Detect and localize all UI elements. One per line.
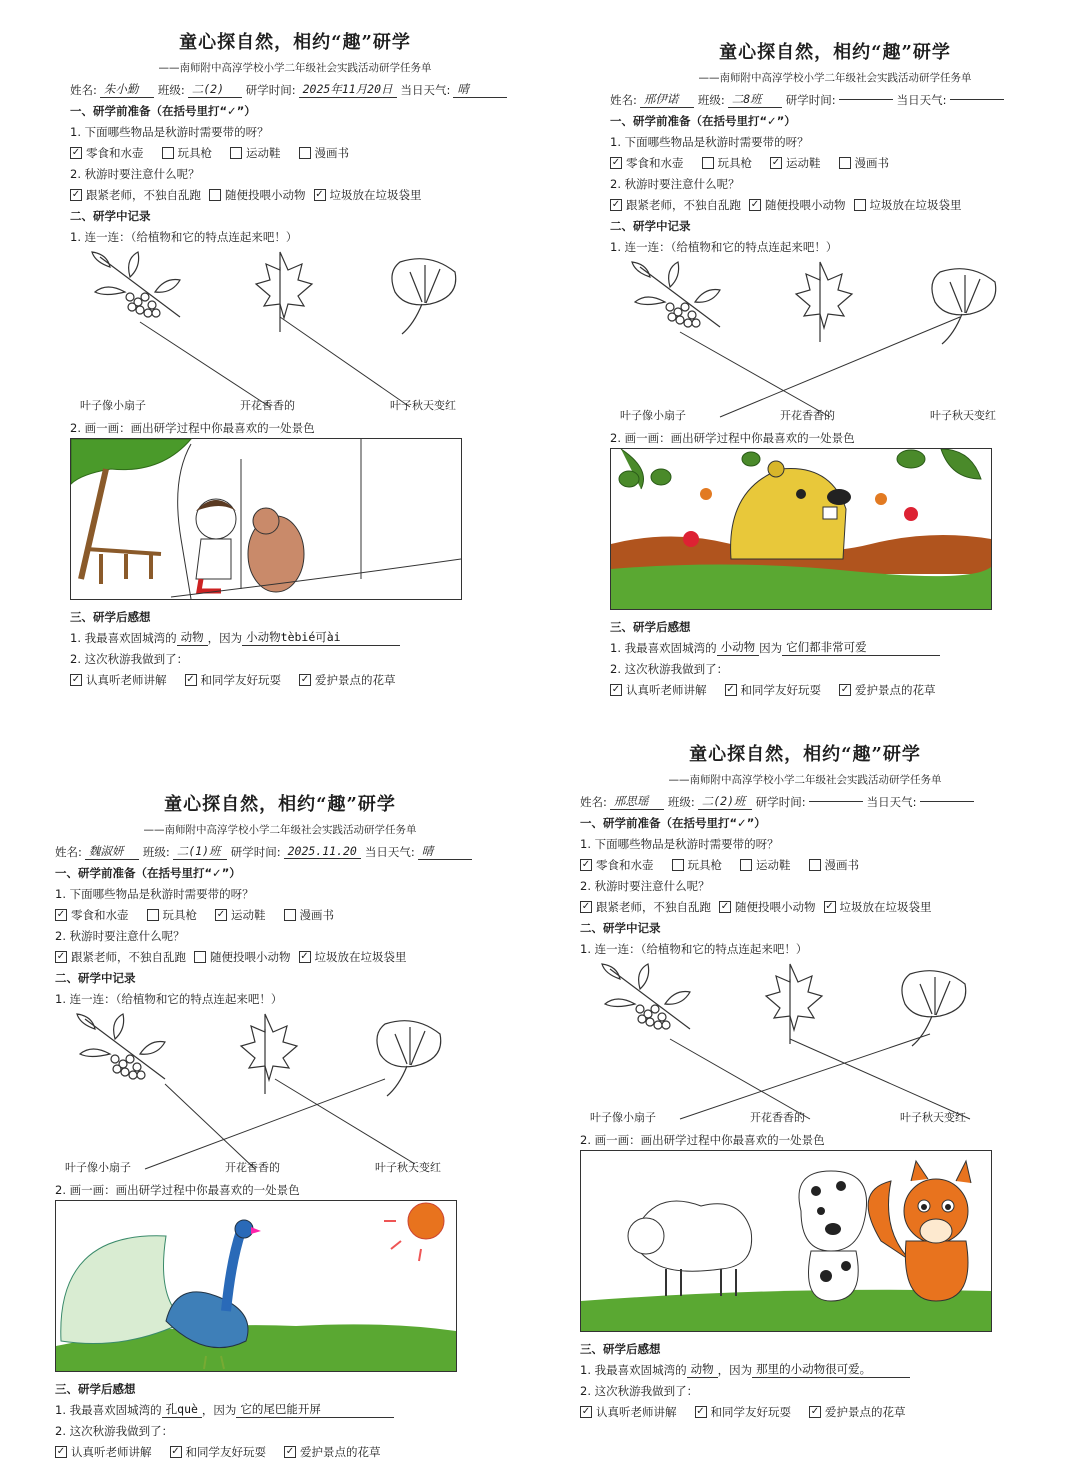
weather-field[interactable] [920,801,974,802]
checkbox-option[interactable] [719,899,816,915]
checkbox-icon[interactable]: ✓ [56,950,66,962]
squirrel-drawing [868,1161,971,1301]
time-label: 研学时间: [245,82,296,97]
checkbox-icon[interactable]: ✓ [771,156,781,168]
fav-answer[interactable]: 小动物 [717,639,760,656]
checkbox-icon[interactable]: ✓ [56,1445,66,1457]
section-reflection: 三、研学后感想 [55,1381,136,1396]
question-link: 1. 连一连：（给植物和它的特点连起来吧！） [55,991,283,1006]
fav-prefix: 1. 我最喜欢固城湾的 [70,630,177,645]
favorite-scene-drawing [610,448,992,610]
weather-label: 当日天气: [866,794,917,809]
weather-field[interactable] [950,99,1004,100]
checkbox-option[interactable] [194,949,291,965]
notes-options [55,946,505,967]
checkbox-icon[interactable]: ✓ [71,673,81,685]
checkbox-option[interactable] [170,1444,267,1460]
checkbox-option[interactable] [284,907,335,923]
checkbox-option[interactable] [702,155,753,171]
checkbox-option[interactable] [70,145,144,161]
worksheet-title: 童心探自然，相约“趣”研学 [719,42,951,63]
sheep-drawing [628,1201,752,1296]
checkbox-label: 爱护景点的花草 [300,1444,381,1459]
plant-matching [70,247,520,417]
done-options [70,669,520,690]
fav-answer[interactable]: 孔què [162,1401,202,1418]
fav-prefix: 1. 我最喜欢固城湾的 [55,1402,162,1417]
section-reflection: 三、研学后感想 [70,609,151,624]
class-label: 班级: [697,92,725,107]
because-text: 因为 [759,640,783,655]
question-draw: 2. 画一画：画出研学过程中你最喜欢的一处景色 [55,1182,300,1197]
question-link: 1. 连一连：（给植物和它的特点连起来吧！） [580,941,808,956]
checkbox-option[interactable] [230,145,281,161]
checkbox-label: 认真听老师讲解 [626,682,707,697]
name-label: 姓名: [70,82,97,97]
name-field[interactable]: 魏淑妍 [85,843,139,860]
question-draw: 2. 画一画：画出研学过程中你最喜欢的一处景色 [580,1132,825,1147]
section-record: 二、研学中记录 [610,218,691,233]
child-drawing [196,499,236,591]
notes-options [610,194,1060,215]
time-label: 研学时间: [755,794,806,809]
checkbox-label: 跟紧老师，不独自乱跑 [86,187,201,202]
checkbox-label: 爱护景点的花草 [315,672,396,687]
items-options [610,152,1060,173]
checkbox-icon[interactable]: ✓ [71,146,81,158]
worksheet-title: 童心探自然，相约“趣”研学 [689,744,921,765]
checkbox-label: 认真听老师讲解 [71,1444,152,1459]
feature-label: 开花香香的 [225,1161,280,1174]
section-record: 二、研学中记录 [55,970,136,985]
worksheet-title: 童心探自然，相约“趣”研学 [164,794,396,815]
fav-prefix: 1. 我最喜欢固城湾的 [580,1362,687,1377]
name-label: 姓名: [55,844,82,859]
checkbox-option[interactable] [740,857,791,873]
feature-label: 叶子像小扇子 [620,409,686,422]
checkbox-label: 跟紧老师，不独自乱跑 [626,197,741,212]
dog-drawing [799,1171,867,1301]
worksheet-subtitle: ——南师附中高淳学校小学二年级社会实践活动研学任务单 [158,62,432,74]
checkbox-icon[interactable] [194,951,206,963]
checkbox-label: 爱护景点的花草 [855,682,936,697]
worksheet [610,38,1060,718]
checkbox-option[interactable] [839,682,936,698]
checkbox-icon[interactable]: ✓ [810,1405,820,1417]
class-field[interactable]: 二8班 [728,91,782,108]
checkbox-label: 漫画书 [854,155,889,170]
checkbox-icon[interactable]: ✓ [840,683,850,695]
checkbox-option[interactable] [725,682,822,698]
because-text: ，因为 [201,1402,237,1417]
checkbox-label: 玩具枪 [162,907,197,922]
worksheet-subtitle: ——南师附中高淳学校小学二年级社会实践活动研学任务单 [143,824,417,836]
checkbox-label: 爱护景点的花草 [825,1404,906,1419]
checkbox-option[interactable] [299,672,396,688]
checkbox-option[interactable] [610,682,707,698]
checkbox-label: 随便投喂小动物 [765,197,846,212]
name-field[interactable]: 邢思瑶 [610,793,664,810]
checkbox-label: 零食和水壶 [596,857,654,872]
checkbox-label: 玩具枪 [687,857,722,872]
section-reflection: 三、研学后感想 [610,619,691,634]
reason-answer[interactable]: 它的尾巴能开屏 [236,1401,394,1418]
weather-label: 当日天气: [364,844,415,859]
checkbox-option[interactable] [314,187,422,203]
section-record: 二、研学中记录 [580,920,661,935]
time-label: 研学时间: [230,844,281,859]
question-notes: 2. 秋游时要注意什么呢？ [55,928,185,943]
tree-drawing [71,439,191,584]
checkbox-label: 零食和水壶 [626,155,684,170]
checkbox-icon[interactable]: ✓ [216,908,226,920]
section-prep: 一、研学前准备（在括号里打“✓”） [580,815,766,830]
weather-field[interactable]: 晴 [453,81,507,98]
checkbox-icon[interactable]: ✓ [285,1445,295,1457]
checkbox-label: 随便投喂小动物 [225,187,306,202]
section-prep: 一、研学前准备（在括号里打“✓”） [610,113,796,128]
done-options [55,1441,505,1462]
checkbox-icon[interactable]: ✓ [581,900,591,912]
name-field[interactable]: 朱小勤 [100,81,154,98]
feature-label: 开花香香的 [750,1111,805,1124]
reason-answer[interactable]: 那里的小动物很可爱。 [752,1361,910,1378]
checkbox-icon[interactable] [809,859,821,871]
checkbox-label: 运动鞋 [756,857,791,872]
question-notes: 2. 秋游时要注意什么呢？ [610,176,740,191]
checkbox-option[interactable] [55,1444,152,1460]
items-options [70,142,520,163]
class-field[interactable]: 二(1)班 [173,843,227,860]
class-label: 班级: [667,794,695,809]
checkbox-option[interactable] [580,857,654,873]
items-options [55,904,505,925]
checkbox-label: 随便投喂小动物 [735,899,816,914]
section-prep: 一、研学前准备（在括号里打“✓”） [70,103,256,118]
checkbox-icon[interactable]: ✓ [720,900,730,912]
checkbox-option[interactable] [854,197,962,213]
checkbox-label: 运动鞋 [786,155,821,170]
checkbox-label: 运动鞋 [231,907,266,922]
checkbox-option[interactable] [610,155,684,171]
match-lines [670,1034,970,1119]
checkbox-option[interactable] [70,187,201,203]
checkbox-label: 漫画书 [299,907,334,922]
done-options [610,679,1060,700]
checkbox-icon[interactable] [702,157,714,169]
checkbox-option[interactable] [299,145,350,161]
fav-answer[interactable]: 动物 [177,629,208,646]
worksheet-subtitle: ——南师附中高淳学校小学二年级社会实践活动研学任务单 [698,72,972,84]
checkbox-icon[interactable] [672,859,684,871]
time-label: 研学时间: [785,92,836,107]
question-link: 1. 连一连：（给植物和它的特点连起来吧！） [70,229,298,244]
checkbox-option[interactable] [209,187,306,203]
checkbox-icon[interactable]: ✓ [581,1405,591,1417]
checkbox-icon[interactable]: ✓ [186,673,195,685]
checkbox-icon[interactable]: ✓ [726,683,735,695]
name-label: 姓名: [610,92,637,107]
worksheet [55,790,505,1470]
checkbox-option[interactable] [839,155,890,171]
time-field[interactable] [839,99,893,100]
checkbox-option[interactable] [809,1404,906,1420]
checkbox-option[interactable] [770,155,821,171]
plant-matching [610,257,1060,427]
weather-field[interactable]: 晴 [418,843,472,860]
checkbox-icon[interactable]: ✓ [171,1445,180,1457]
checkbox-option[interactable] [695,1404,792,1420]
fav-answer[interactable]: 动物 [687,1361,718,1378]
plant-matching [55,1009,505,1179]
fav-prefix: 1. 我最喜欢固城湾的 [610,640,717,655]
weather-label: 当日天气: [896,92,947,107]
question-items: 1. 下面哪些物品是秋游时需要带的呀？ [55,886,254,901]
checkbox-icon[interactable] [284,909,296,921]
checkbox-icon[interactable]: ✓ [611,198,621,210]
feature-label: 叶子秋天变红 [930,409,996,422]
checkbox-icon[interactable]: ✓ [581,858,591,870]
checkbox-icon[interactable]: ✓ [611,683,621,695]
feature-label: 开花香香的 [240,399,295,412]
name-label: 姓名: [580,794,607,809]
question-link: 1. 连一连：（给植物和它的特点连起来吧！） [610,239,838,254]
checkbox-icon[interactable] [854,199,866,211]
checkbox-label: 跟紧老师，不独自乱跑 [596,899,711,914]
checkbox-icon[interactable] [299,147,311,159]
feature-label: 叶子秋天变红 [900,1111,966,1124]
checkbox-option[interactable] [162,145,213,161]
checkbox-option[interactable] [215,907,266,923]
feature-label: 叶子秋天变红 [390,399,456,412]
worksheet [70,28,520,708]
question-items: 1. 下面哪些物品是秋游时需要带的呀？ [70,124,269,139]
hamster-drawing [731,461,851,559]
checkbox-label: 漫画书 [314,145,349,160]
checkbox-label: 垃圾放在垃圾袋里 [314,949,407,964]
checkbox-label: 垃圾放在垃圾袋里 [839,899,932,914]
checkbox-label: 玩具枪 [177,145,212,160]
favorite-scene-drawing [580,1150,992,1332]
checkbox-option[interactable] [185,672,282,688]
items-options [580,854,1030,875]
feature-label: 叶子像小扇子 [80,399,146,412]
plant-matching [580,959,1030,1129]
checkbox-label: 垃圾放在垃圾袋里 [329,187,422,202]
match-lines [680,317,960,417]
checkbox-icon[interactable] [209,189,221,201]
checkbox-option[interactable] [749,197,846,213]
checkbox-icon[interactable]: ✓ [825,900,834,912]
checkbox-icon[interactable]: ✓ [300,950,309,962]
class-field[interactable]: 二(2)班 [698,793,752,810]
checkbox-icon[interactable] [147,909,159,921]
section-record: 二、研学中记录 [70,208,151,223]
checkbox-icon[interactable]: ✓ [300,673,310,685]
checkbox-option[interactable] [55,949,186,965]
checkbox-option[interactable] [672,857,723,873]
question-draw: 2. 画一画：画出研学过程中你最喜欢的一处景色 [610,430,855,445]
checkbox-icon[interactable]: ✓ [750,198,760,210]
checkbox-label: 和同学友好玩耍 [200,672,281,687]
checkbox-option[interactable] [580,899,711,915]
name-field[interactable]: 邢伊诺 [640,91,694,108]
weather-label: 当日天气: [400,82,451,97]
done-options [580,1401,1030,1422]
question-done: 2. 这次秋游我做到了： [580,1383,699,1398]
checkbox-option[interactable] [610,197,741,213]
checkbox-label: 和同学友好玩耍 [185,1444,266,1459]
because-text: ，因为 [207,630,243,645]
class-label: 班级: [157,82,185,97]
worksheet-subtitle: ——南师附中高淳学校小学二年级社会实践活动研学任务单 [668,774,942,786]
question-done: 2. 这次秋游我做到了： [55,1423,174,1438]
checkbox-option[interactable] [147,907,198,923]
checkbox-option[interactable] [299,949,407,965]
checkbox-icon[interactable]: ✓ [315,188,324,200]
question-notes: 2. 秋游时要注意什么呢？ [70,166,200,181]
worksheet-title: 童心探自然，相约“趣”研学 [179,32,411,53]
checkbox-label: 认真听老师讲解 [86,672,167,687]
checkbox-label: 玩具枪 [717,155,752,170]
section-prep: 一、研学前准备（在括号里打“✓”） [55,865,241,880]
time-field[interactable] [809,801,863,802]
checkbox-icon[interactable]: ✓ [56,908,66,920]
feature-label: 叶子秋天变红 [375,1161,441,1174]
reason-answer[interactable]: 它们都非常可爱 [782,639,940,656]
match-lines [140,317,410,407]
question-draw: 2. 画一画：画出研学过程中你最喜欢的一处景色 [70,420,315,435]
question-items: 1. 下面哪些物品是秋游时需要带的呀？ [610,134,809,149]
checkbox-icon[interactable] [162,147,174,159]
question-done: 2. 这次秋游我做到了： [70,651,189,666]
checkbox-label: 零食和水壶 [71,907,129,922]
groundhog-drawing [248,508,304,592]
notes-options [580,896,1030,917]
reason-answer[interactable]: 小动物tèbié可ài [242,629,400,646]
checkbox-label: 和同学友好玩耍 [710,1404,791,1419]
checkbox-option[interactable] [70,672,167,688]
checkbox-icon[interactable] [230,147,242,159]
class-field[interactable]: 二(2) [188,81,242,98]
checkbox-label: 运动鞋 [246,145,281,160]
checkbox-label: 垃圾放在垃圾袋里 [869,197,962,212]
match-lines [145,1079,415,1169]
checkbox-label: 随便投喂小动物 [210,949,291,964]
checkbox-icon[interactable] [839,157,851,169]
feature-label: 叶子像小扇子 [65,1161,131,1174]
checkbox-option[interactable] [580,1404,677,1420]
checkbox-option[interactable] [809,857,860,873]
checkbox-label: 认真听老师讲解 [596,1404,677,1419]
feature-label: 叶子像小扇子 [590,1111,656,1124]
favorite-scene-drawing [55,1200,457,1372]
checkbox-icon[interactable] [740,859,752,871]
question-items: 1. 下面哪些物品是秋游时需要带的呀？ [580,836,779,851]
favorite-scene-drawing [70,438,462,600]
worksheet [580,740,1030,1420]
time-field[interactable]: 2025年11月20日 [299,81,397,98]
checkbox-icon[interactable]: ✓ [696,1405,705,1417]
question-done: 2. 这次秋游我做到了： [610,661,729,676]
checkbox-icon[interactable]: ✓ [71,188,81,200]
notes-options [70,184,520,205]
because-text: ，因为 [717,1362,753,1377]
section-reflection: 三、研学后感想 [580,1341,661,1356]
checkbox-option[interactable] [284,1444,381,1460]
checkbox-label: 和同学友好玩耍 [740,682,821,697]
checkbox-icon[interactable]: ✓ [611,156,621,168]
checkbox-label: 零食和水壶 [86,145,144,160]
time-field[interactable]: 2025.11.20 [284,844,361,859]
feature-label: 开花香香的 [780,409,835,422]
checkbox-label: 跟紧老师，不独自乱跑 [71,949,186,964]
sun-drawing [384,1203,444,1261]
checkbox-option[interactable] [824,899,932,915]
question-notes: 2. 秋游时要注意什么呢？ [580,878,710,893]
class-label: 班级: [142,844,170,859]
checkbox-label: 漫画书 [824,857,859,872]
checkbox-option[interactable] [55,907,129,923]
